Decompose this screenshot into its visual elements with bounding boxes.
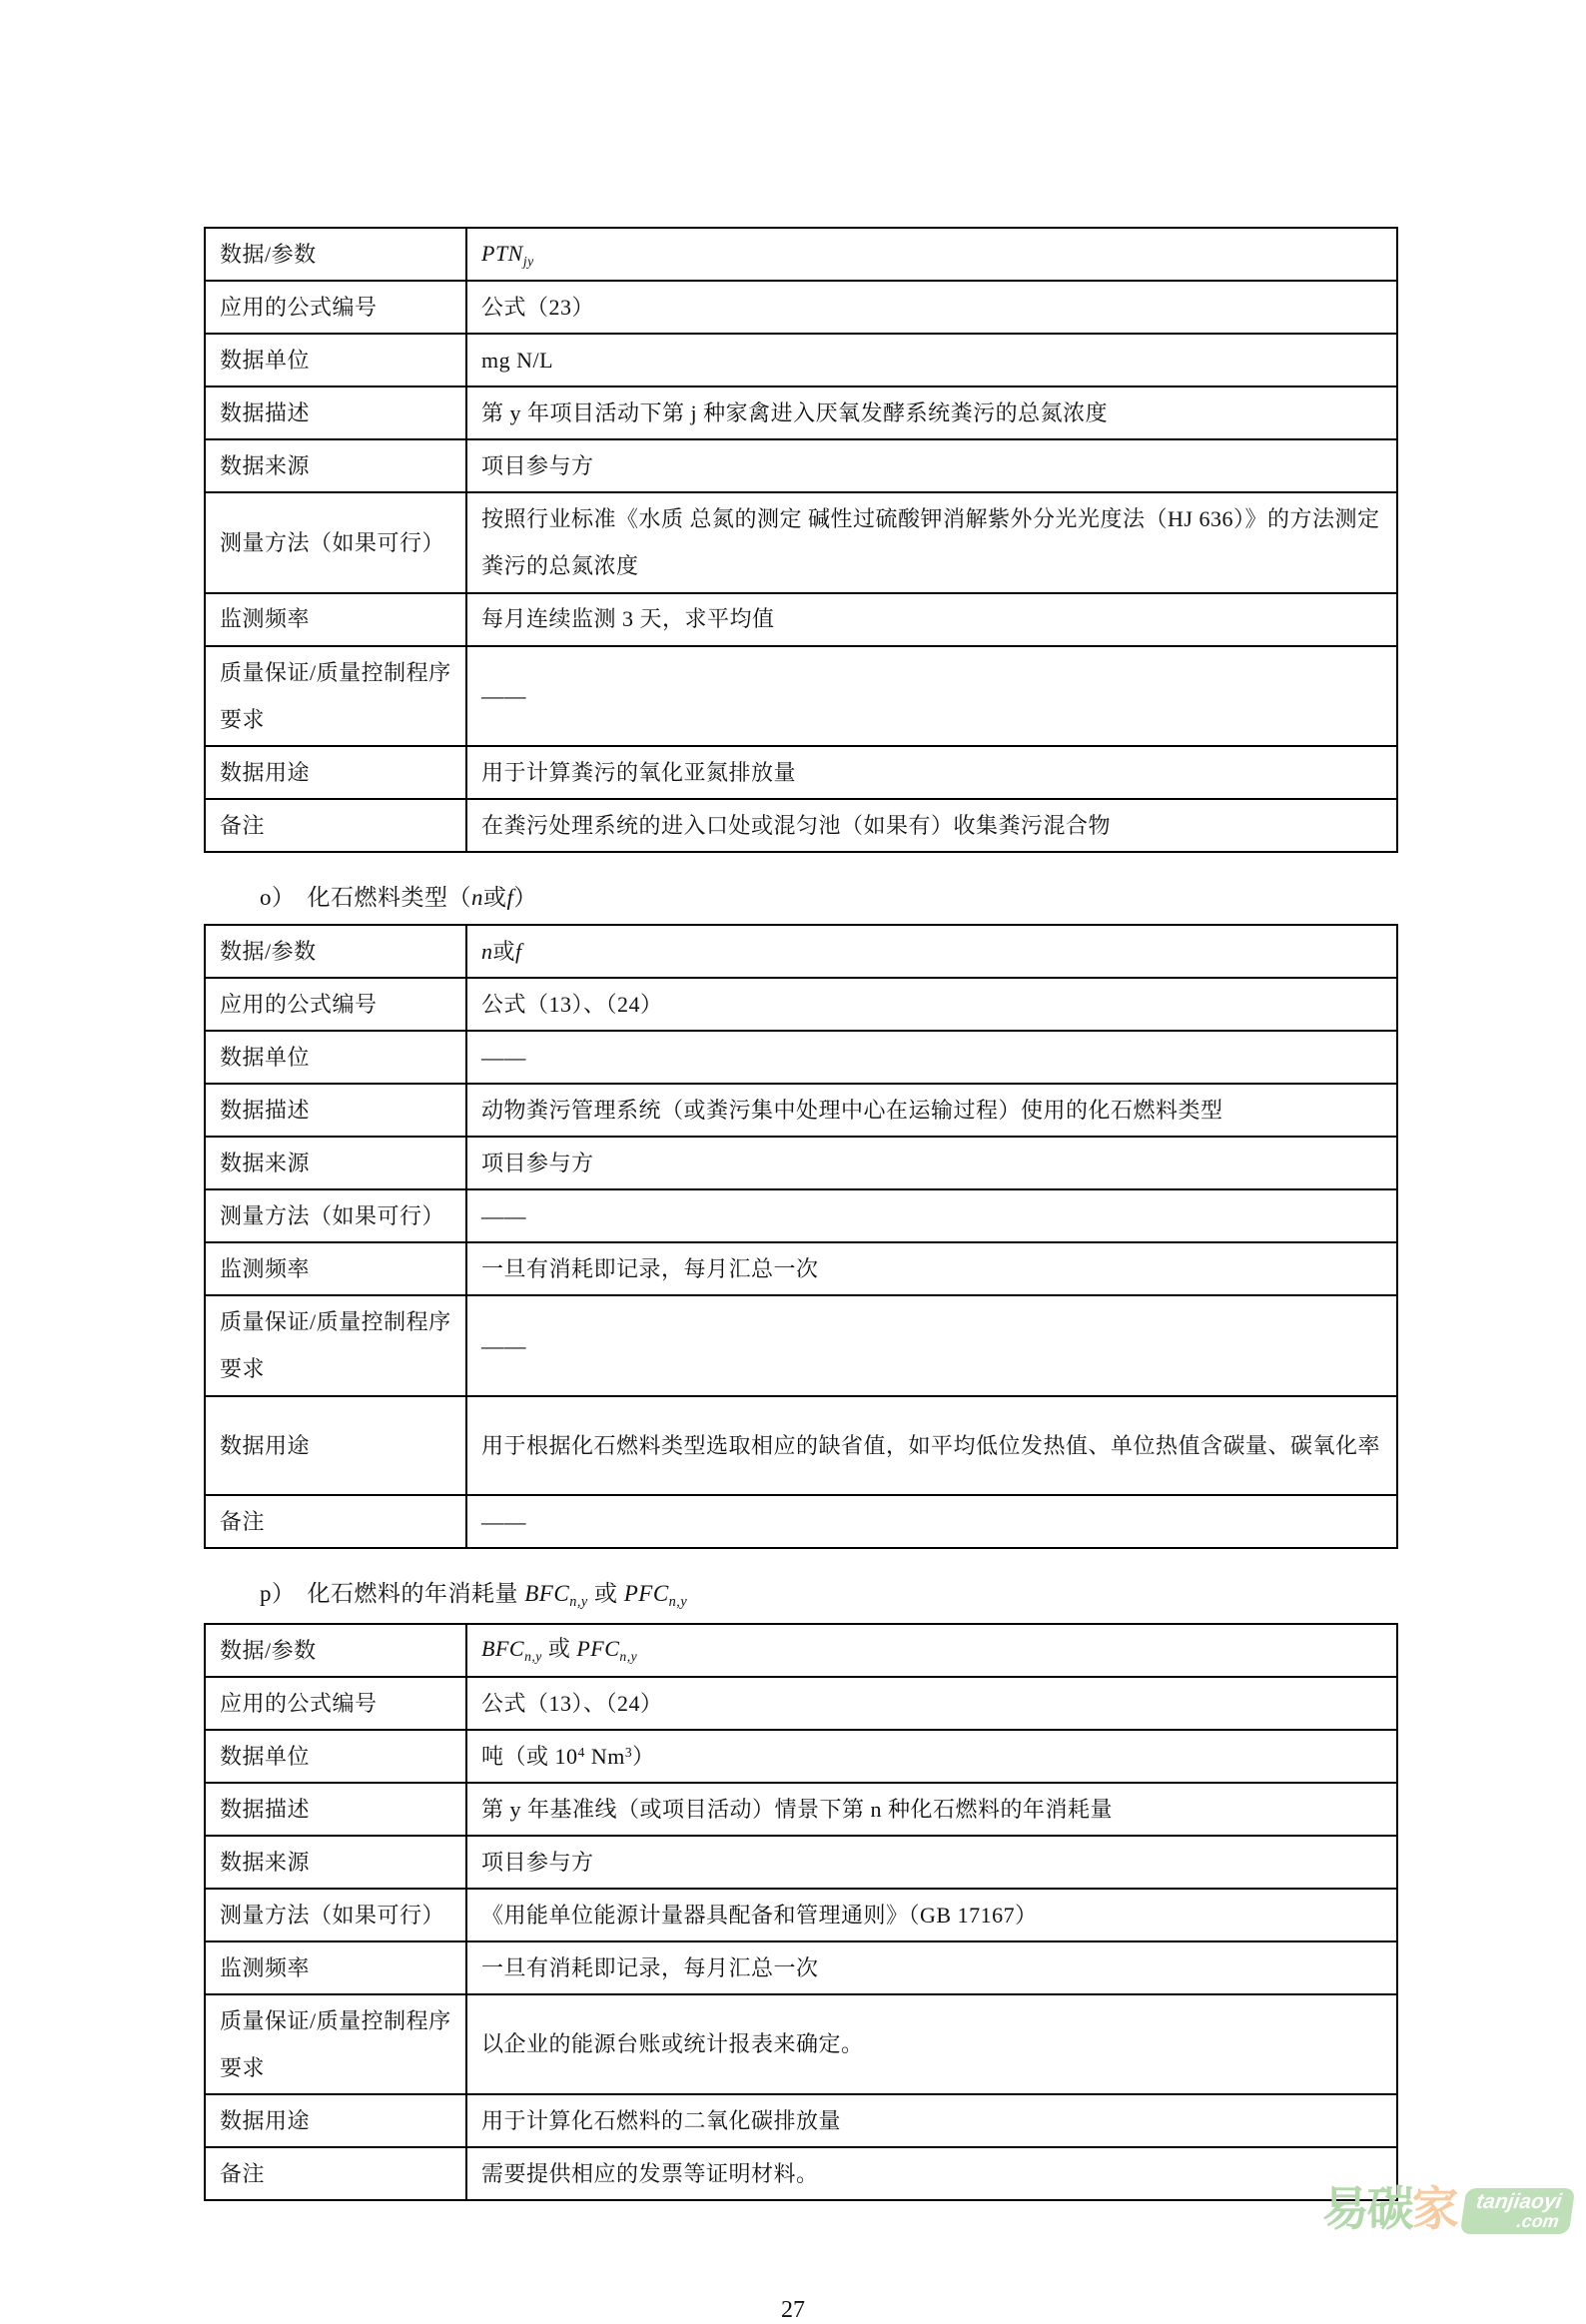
row-label: 监测频率 [205,1242,466,1295]
text-segment: f [506,885,514,911]
table-row [205,1084,1397,1137]
text-segment: PTN [481,240,523,266]
text-segment: 公式（13）、（24） [481,1690,663,1716]
text-segment: 每月连续监测 3 天，求平均值 [481,606,775,632]
text-segment: 一旦有消耗即记录，每月汇总一次 [481,1954,819,1980]
text-segment: mg N/L [481,347,554,373]
row-value [466,799,1397,852]
table-row [205,593,1397,646]
row-label: 测量方法（如果可行） [205,1889,466,1941]
row-value [466,1495,1397,1548]
text-segment: —— [481,1332,526,1358]
text-segment: 《用能单位能源计量器具配备和管理通则》（GB 17167） [481,1902,1038,1928]
text-segment: PFC [576,1636,620,1662]
text-segment: 或 [492,938,516,964]
table-row [205,1677,1397,1730]
row-label: 应用的公式编号 [205,1677,466,1730]
row-value [466,1730,1397,1783]
text-segment: 公式（23） [481,294,595,320]
table-row [205,1730,1397,1783]
row-value [466,492,1397,593]
table-row [205,1941,1397,1994]
text-segment: ） [513,885,537,911]
text-segment: n,y [668,1593,688,1610]
row-label: 备注 [205,1495,466,1548]
row-label: 监测频率 [205,1941,466,1994]
text-segment: 化石燃料类型（ [307,885,471,911]
table-row [205,1889,1397,1941]
text-segment: 第 y 年基准线（或项目活动）情景下第 n 种化石燃料的年消耗量 [481,1796,1114,1822]
row-label: 应用的公式编号 [205,281,466,334]
row-label: 质量保证/质量控制程序要求 [205,1295,466,1396]
text-segment: —— [481,1508,526,1534]
table-row [205,1783,1397,1836]
parameter-table-fuel-consumption [204,1623,1398,2202]
row-value [466,746,1397,799]
text-segment: jy [522,253,534,269]
table-row [205,1295,1397,1396]
text-segment: 或 [541,1636,577,1662]
text-segment: —— [481,683,526,709]
text-segment: 第 y 年项目活动下第 j 种家禽进入厌氧发酵系统粪污的总氮浓度 [481,399,1109,425]
table-row [205,925,1397,978]
text-segment: n [471,885,483,911]
section-heading-o [260,879,1398,912]
watermark-badge-line2: .com [1515,2210,1560,2231]
table-row [205,799,1397,852]
row-value [466,1084,1397,1137]
text-segment: 用于根据化石燃料类型选取相应的缺省值，如平均低位发热值、单位热值含碳量、碳氧化率 [481,1432,1381,1458]
row-label: 数据/参数 [205,228,466,281]
text-segment: 一旦有消耗即记录，每月汇总一次 [481,1255,819,1281]
watermark-badge [1460,2188,1576,2234]
table-row [205,1189,1397,1242]
text-segment: 以企业的能源台账或统计报表来确定。 [481,2031,864,2057]
text-segment: 项目参与方 [481,1849,594,1875]
row-label: 质量保证/质量控制程序要求 [205,1994,466,2095]
table-row [205,1495,1397,1548]
row-label: 数据用途 [205,2094,466,2147]
section-heading-p [260,1575,1398,1611]
row-value [466,334,1397,387]
row-value [466,387,1397,439]
row-label: 数据用途 [205,1396,466,1495]
table-row [205,1242,1397,1295]
text-segment: 用于计算粪污的氧化亚氮排放量 [481,759,797,785]
watermark-text [1321,2184,1457,2236]
parameter-table-ptn [204,227,1398,853]
row-value [466,1836,1397,1889]
watermark-badge-line1: tanjiaoyi [1474,2189,1563,2213]
text-segment: PFC [623,1580,669,1606]
row-value [466,228,1397,281]
text-segment: 吨（或 10 [481,1743,578,1769]
table-row [205,1031,1397,1084]
text-segment: n,y [524,1649,542,1665]
text-segment: 需要提供相应的发票等证明材料。 [481,2161,819,2187]
table-row [205,2147,1397,2200]
text-segment: f [515,938,522,964]
row-label: 数据/参数 [205,925,466,978]
text-segment: p） [260,1580,308,1606]
text-segment: 公式（13）、（24） [481,991,663,1017]
table-row [205,646,1397,747]
text-segment: 项目参与方 [481,1150,594,1175]
text-segment: 动物粪污管理系统（或粪污集中处理中心在运输过程）使用的化石燃料类型 [481,1097,1223,1123]
row-label: 测量方法（如果可行） [205,492,466,593]
row-label: 备注 [205,799,466,852]
text-segment: o） [260,885,308,911]
row-label: 数据单位 [205,334,466,387]
text-segment: n [481,938,493,964]
table-row [205,2094,1397,2147]
text-segment: 项目参与方 [481,452,594,478]
text-segment: 按照行业标准《水质 总氮的测定 碱性过硫酸钾消解紫外分光光度法（HJ 636）》的方法测定粪污的总氮浓度 [481,506,1380,579]
row-value [466,1242,1397,1295]
row-value [466,1295,1397,1396]
row-label: 数据/参数 [205,1624,466,1677]
row-label: 数据来源 [205,1836,466,1889]
table-row [205,746,1397,799]
text-segment: —— [481,1202,526,1228]
row-value [466,1189,1397,1242]
table-row [205,228,1397,281]
table-row [205,1836,1397,1889]
row-value [466,1396,1397,1495]
text-segment: 3 [624,1744,633,1760]
row-value [466,646,1397,747]
text-segment: BFC [481,1636,525,1662]
row-label: 数据描述 [205,387,466,439]
row-value [466,593,1397,646]
text-segment: n,y [569,1593,588,1610]
row-value [466,1783,1397,1836]
row-label: 数据来源 [205,439,466,492]
watermark-logo [1321,2184,1572,2236]
parameter-table-fuel-type [204,924,1398,1549]
watermark-char-yi: 易 [1321,2184,1367,2236]
text-segment: 4 [577,1744,585,1760]
row-label: 数据单位 [205,1031,466,1084]
watermark-char-jia: 家 [1411,2184,1457,2236]
row-value [466,439,1397,492]
row-label: 测量方法（如果可行） [205,1189,466,1242]
row-label: 数据来源 [205,1137,466,1189]
row-label: 数据用途 [205,746,466,799]
row-value [466,281,1397,334]
text-segment: 化石燃料的年消耗量 [307,1580,525,1606]
row-label: 数据单位 [205,1730,466,1783]
text-segment: n,y [619,1649,638,1665]
text-segment: —— [481,1044,526,1070]
table-row [205,1994,1397,2095]
table-row [205,334,1397,387]
row-value [466,978,1397,1031]
text-segment: 在粪污处理系统的进入口处或混匀池（如果有）收集粪污混合物 [481,812,1112,838]
text-segment: Nm [584,1743,625,1769]
watermark-char-tan: 碳 [1366,2184,1412,2236]
text-segment: BFC [524,1580,570,1606]
table-row [205,1137,1397,1189]
row-label: 数据描述 [205,1084,466,1137]
table-row [205,978,1397,1031]
row-label: 应用的公式编号 [205,978,466,1031]
table-row [205,281,1397,334]
table-row [205,387,1397,439]
text-segment: 用于计算化石燃料的二氧化碳排放量 [481,2108,842,2134]
text-segment: 或 [587,1580,624,1606]
row-value [466,1889,1397,1941]
row-value [466,1677,1397,1730]
row-value [466,2147,1397,2200]
table-row [205,439,1397,492]
row-value [466,1994,1397,2095]
row-value [466,2094,1397,2147]
table-row [205,1396,1397,1495]
row-label: 质量保证/质量控制程序要求 [205,646,466,747]
row-label: 监测频率 [205,593,466,646]
row-value [466,1031,1397,1084]
table-row [205,492,1397,593]
row-label: 备注 [205,2147,466,2200]
page-number: 27 [781,2297,805,2324]
text-segment: 或 [483,885,507,911]
text-segment: ） [632,1743,655,1769]
table-row [205,1624,1397,1677]
row-value [466,1137,1397,1189]
row-value [466,925,1397,978]
row-value [466,1941,1397,1994]
row-value [466,1624,1397,1677]
row-label: 数据描述 [205,1783,466,1836]
